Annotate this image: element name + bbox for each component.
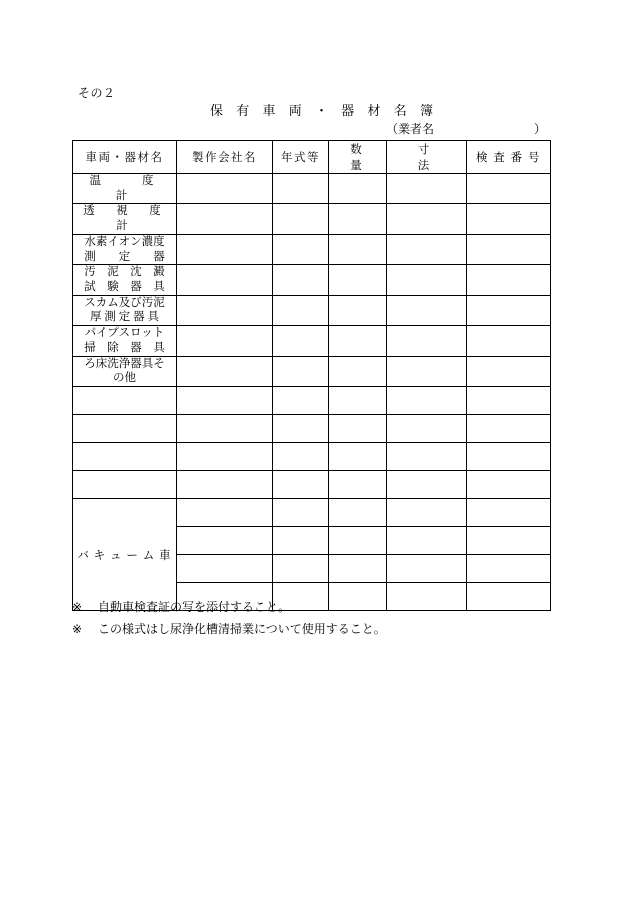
header-year: 年式等 [273, 141, 329, 174]
footnote-row [72, 596, 386, 618]
cell-qty[interactable] [329, 471, 387, 499]
row-item-label-line1: スカム及び汚泥 [84, 296, 165, 309]
cell-qty[interactable] [329, 499, 387, 527]
footnote-mark: ※ [72, 622, 83, 637]
cell-maker[interactable] [177, 499, 273, 527]
cell-year[interactable] [273, 527, 329, 555]
row-item-label [73, 356, 177, 386]
table-row [73, 326, 551, 356]
cell-qty[interactable] [329, 387, 387, 415]
table-row [73, 443, 551, 471]
cell-year[interactable] [273, 499, 329, 527]
footnote-mark: ※ [72, 600, 83, 614]
cell-inspection[interactable] [467, 443, 551, 471]
vacuum-truck-row [73, 499, 551, 527]
row-item-label-line1: ろ床洗浄器具そ [84, 357, 165, 370]
cell-maker[interactable] [177, 527, 273, 555]
cell-inspection[interactable] [467, 326, 551, 356]
header-quantity: 数 量 [329, 141, 387, 174]
cell-size[interactable] [387, 234, 467, 264]
cell-inspection[interactable] [467, 415, 551, 443]
footnotes [72, 596, 386, 640]
row-item-label-line2: 測 定 器 [84, 250, 165, 263]
cell-qty[interactable] [329, 265, 387, 295]
cell-year[interactable] [273, 234, 329, 264]
equipment-roster-table [72, 140, 551, 611]
table-header-row [73, 141, 551, 174]
cell-size[interactable] [387, 204, 467, 234]
cell-qty[interactable] [329, 356, 387, 386]
cell-qty[interactable] [329, 326, 387, 356]
cell-inspection[interactable] [467, 499, 551, 527]
header-item-name: 車両・器材名 [73, 141, 177, 174]
cell-inspection[interactable] [467, 583, 551, 611]
cell-year[interactable] [273, 174, 329, 204]
table-row [73, 356, 551, 386]
cell-qty[interactable] [329, 204, 387, 234]
row-item-label [73, 234, 177, 264]
cell-size[interactable] [387, 527, 467, 555]
cell-year[interactable] [273, 295, 329, 325]
cell-inspection[interactable] [467, 204, 551, 234]
cell-maker[interactable] [177, 443, 273, 471]
table-row [73, 415, 551, 443]
row-item-label [73, 326, 177, 356]
cell-size[interactable] [387, 499, 467, 527]
cell-maker[interactable] [177, 295, 273, 325]
cell-maker[interactable] [177, 326, 273, 356]
cell-maker[interactable] [177, 555, 273, 583]
footnote-row [72, 618, 386, 640]
cell-item-blank[interactable] [73, 387, 177, 415]
header-maker: 製作会社名 [177, 141, 273, 174]
row-item-label-line2: 掃 除 器 具 [84, 341, 165, 354]
cell-size[interactable] [387, 356, 467, 386]
table-row [73, 234, 551, 264]
cell-size[interactable] [387, 265, 467, 295]
cell-maker[interactable] [177, 356, 273, 386]
row-item-label-line1: 水素イオン濃度 [84, 235, 165, 248]
cell-size[interactable] [387, 326, 467, 356]
table-row [73, 471, 551, 499]
cell-inspection[interactable] [467, 265, 551, 295]
cell-inspection[interactable] [467, 356, 551, 386]
cell-item-blank[interactable] [73, 443, 177, 471]
cell-year[interactable] [273, 326, 329, 356]
table-row [73, 204, 551, 234]
footnote-text: この様式はし尿浄化槽清掃業について使用すること。 [98, 622, 386, 637]
cell-maker[interactable] [177, 234, 273, 264]
header-dimensions: 寸 法 [387, 141, 467, 174]
cell-qty[interactable] [329, 443, 387, 471]
cell-inspection[interactable] [467, 527, 551, 555]
cell-size[interactable] [387, 295, 467, 325]
row-item-label-line1: 汚 泥 沈 澱 [84, 266, 165, 279]
cell-year[interactable] [273, 443, 329, 471]
row-item-label: 透 視 度 計 [73, 204, 177, 234]
cell-size[interactable] [387, 174, 467, 204]
cell-qty[interactable] [329, 234, 387, 264]
vacuum-truck-label: バ キ ュ ー ム 車 [73, 499, 177, 611]
cell-size[interactable] [387, 555, 467, 583]
page-title: 保 有 車 両 ・ 器 材 名 簿 [209, 103, 438, 118]
cell-qty[interactable] [329, 174, 387, 204]
table-row [73, 387, 551, 415]
cell-qty[interactable] [329, 295, 387, 325]
vendor-name-field [386, 120, 546, 137]
cell-inspection[interactable] [467, 471, 551, 499]
row-item-label-line2: の他 [113, 372, 136, 385]
cell-qty[interactable] [329, 555, 387, 583]
cell-year[interactable] [273, 204, 329, 234]
cell-maker[interactable] [177, 415, 273, 443]
cell-size[interactable] [387, 443, 467, 471]
cell-inspection[interactable] [467, 387, 551, 415]
cell-year[interactable] [273, 356, 329, 386]
row-item-label-line2: 試 験 器 具 [84, 281, 165, 294]
cell-year[interactable] [273, 555, 329, 583]
cell-size[interactable] [387, 471, 467, 499]
row-item-label [73, 265, 177, 295]
cell-qty[interactable] [329, 527, 387, 555]
footnote-text: 自動車検査証の写を添付すること。 [98, 600, 291, 614]
table-row [73, 265, 551, 295]
cell-inspection[interactable] [467, 555, 551, 583]
cell-inspection[interactable] [467, 234, 551, 264]
table-row [73, 295, 551, 325]
cell-year[interactable] [273, 387, 329, 415]
row-item-label-line2: 厚 測 定 器 具 [90, 311, 159, 324]
cell-maker[interactable] [177, 204, 273, 234]
cell-size[interactable] [387, 415, 467, 443]
cell-qty[interactable] [329, 415, 387, 443]
cell-year[interactable] [273, 415, 329, 443]
cell-size[interactable] [387, 387, 467, 415]
cell-year[interactable] [273, 471, 329, 499]
row-item-label-line1: パイプスロット [84, 327, 165, 340]
header-inspection-number: 検 査 番 号 [467, 141, 551, 174]
cell-item-blank[interactable] [73, 471, 177, 499]
cell-maker[interactable] [177, 265, 273, 295]
cell-inspection[interactable] [467, 174, 551, 204]
cell-inspection[interactable] [467, 295, 551, 325]
cell-size[interactable] [387, 583, 467, 611]
vendor-name-close-paren: ） [533, 122, 546, 136]
table-row [73, 174, 551, 204]
cell-maker[interactable] [177, 387, 273, 415]
cell-maker[interactable] [177, 471, 273, 499]
row-item-label [73, 295, 177, 325]
cell-item-blank[interactable] [73, 415, 177, 443]
row-item-label: 温 度 計 [73, 174, 177, 204]
form-number: その２ [78, 86, 116, 100]
cell-year[interactable] [273, 265, 329, 295]
vendor-name-label: （業者名 [386, 122, 435, 136]
